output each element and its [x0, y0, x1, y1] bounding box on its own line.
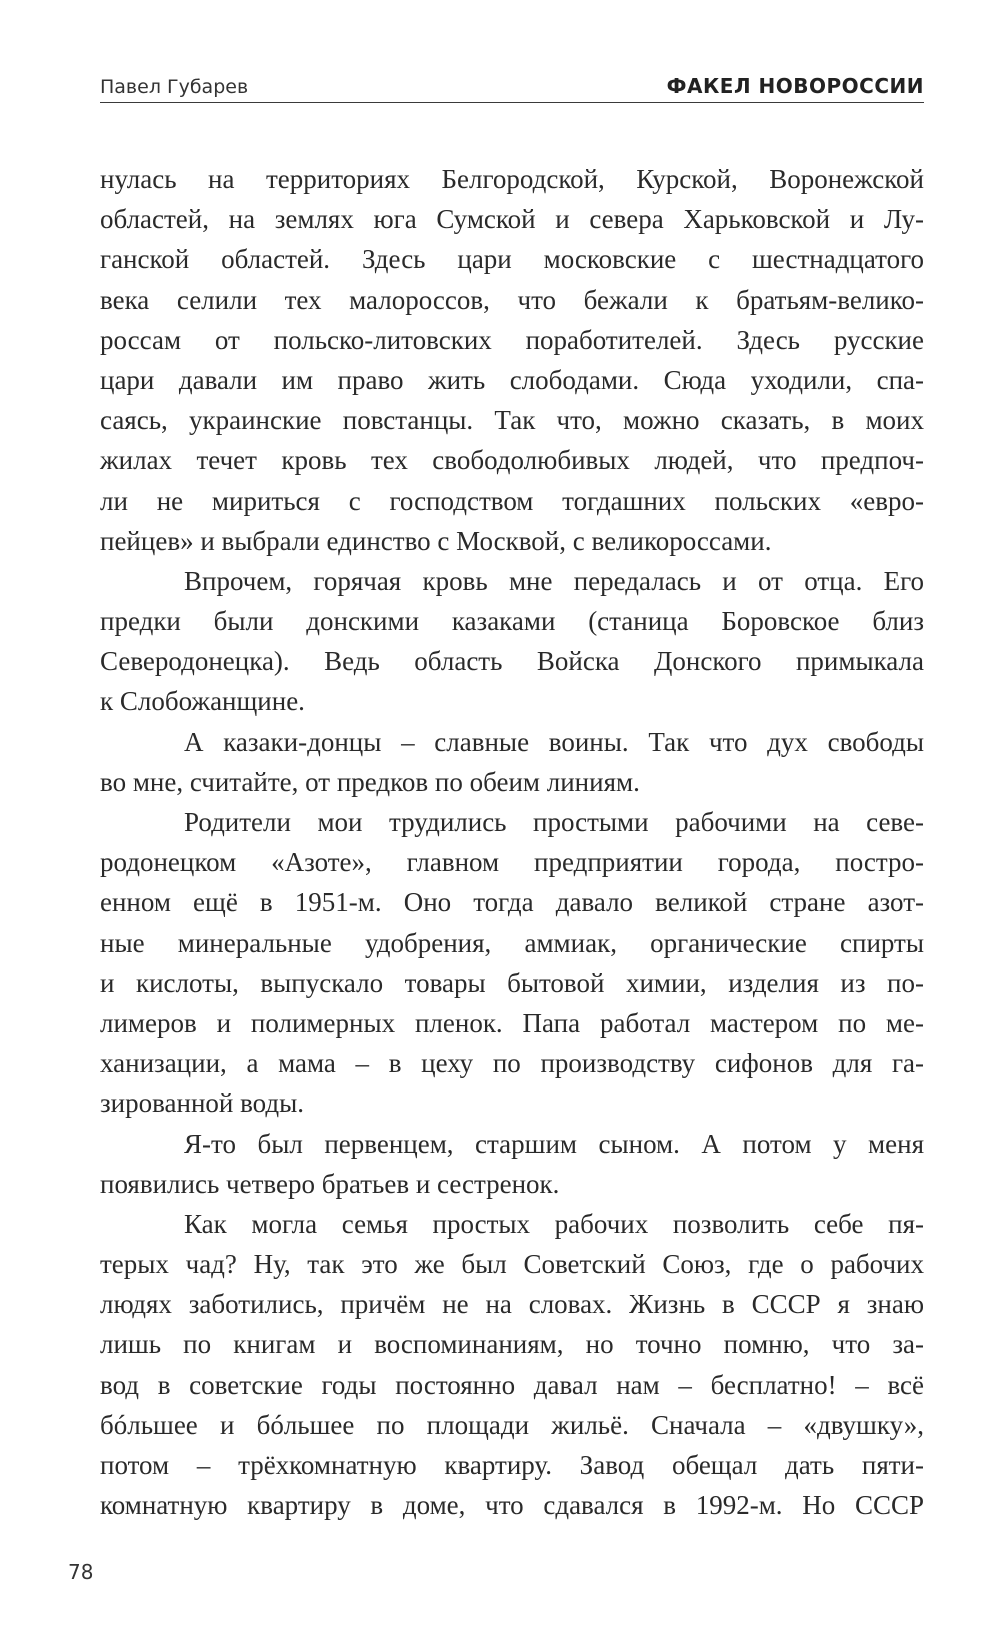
text-line: областей, на землях юга Сумской и севера Харьковской и Лу-	[100, 204, 924, 235]
text-line: зированной воды.	[100, 1088, 305, 1119]
text-line: к Слобожанщине.	[100, 686, 305, 717]
text-line: енном ещё в 1951-м. Оно тогда давало великой стране азот-	[100, 887, 924, 918]
text-line: ганской областей. Здесь цари московские с шестнадцатого	[100, 244, 924, 275]
text-line: цари давали им право жить слободами. Сюда уходили, спа-	[100, 364, 924, 395]
text-line: ханизации, а мама – в цеху по производству сифонов для га-	[100, 1048, 924, 1079]
text-line: ные минеральные удобрения, аммиак, органические спирты	[100, 927, 924, 958]
text-line: родонецком «Азоте», главном предприятии города, постро-	[100, 847, 924, 878]
text-line: лишь по книгам и воспоминаниям, но точно помню, что за-	[100, 1329, 924, 1360]
running-header	[100, 66, 924, 103]
text-line: людях заботились, причём не на словах. Жизнь в СССР я знаю	[100, 1289, 924, 1320]
text-line: потом – трёхкомнатную квартиру. Завод обещал дать пяти-	[100, 1450, 924, 1480]
text-line: предки были донскими казаками (станица Боровское близ	[100, 606, 924, 637]
text-line: нулась на территориях Белгородской, Курской, Воронежской	[100, 164, 924, 194]
text-line: россам от польско-литовских поработителей. Здесь русские	[100, 324, 924, 355]
text-line: Родители мои трудились простыми рабочими на севе-	[184, 807, 924, 837]
text-line: бóльшее и бóльшее по площади жильё. Сначала – «двушку»,	[100, 1409, 924, 1440]
page-number: 78	[68, 1560, 94, 1584]
text-line: комнатную квартиру в доме, что сдавался в 1992-м. Но СССР	[100, 1490, 924, 1521]
text-line: А казаки-донцы – славные воины. Так что дух свободы	[184, 726, 924, 757]
text-line: появились четверо братьев и сестренок.	[100, 1168, 560, 1199]
text-line: жилах течет кровь тех свободолюбивых людей, что предпоч-	[100, 445, 924, 476]
text-line: лимеров и полимерных пленок. Папа работал мастером по ме-	[100, 1007, 924, 1038]
text-line: Впрочем, горячая кровь мне передалась и от отца. Его	[184, 565, 924, 596]
text-line: века селили тех малороссов, что бежали к братьям-велико-	[100, 284, 924, 315]
text-line: Северодонецка). Ведь область Войска Донского примыкала	[100, 646, 924, 677]
text-line: Как могла семья простых рабочих позволить себе пя-	[184, 1208, 924, 1239]
header-author: Павел Губарев	[100, 76, 249, 98]
text-line: во мне, считайте, от предков по обеим линиям.	[100, 766, 640, 797]
text-line: и кислоты, выпускало товары бытовой химии, изделия из по-	[100, 967, 924, 998]
text-line: пейцев» и выбрали единство с Москвой, с великороссами.	[100, 525, 772, 556]
header-book-title: ФАКЕЛ НОВОРОССИИ	[666, 74, 924, 98]
text-line: вод в советские годы постоянно давал нам – бесплатно! – всё	[100, 1369, 924, 1400]
text-line: терых чад? Ну, так это же был Советский Союз, где о рабочих	[100, 1249, 924, 1280]
text-line: саясь, украинские повстанцы. Так что, можно сказать, в моих	[100, 405, 924, 436]
text-line: Я-то был первенцем, старшим сыном. А потом у меня	[184, 1128, 924, 1159]
text-line: ли не мириться с господством тогдашних польских «евро-	[100, 485, 924, 516]
body-text	[100, 159, 924, 1525]
